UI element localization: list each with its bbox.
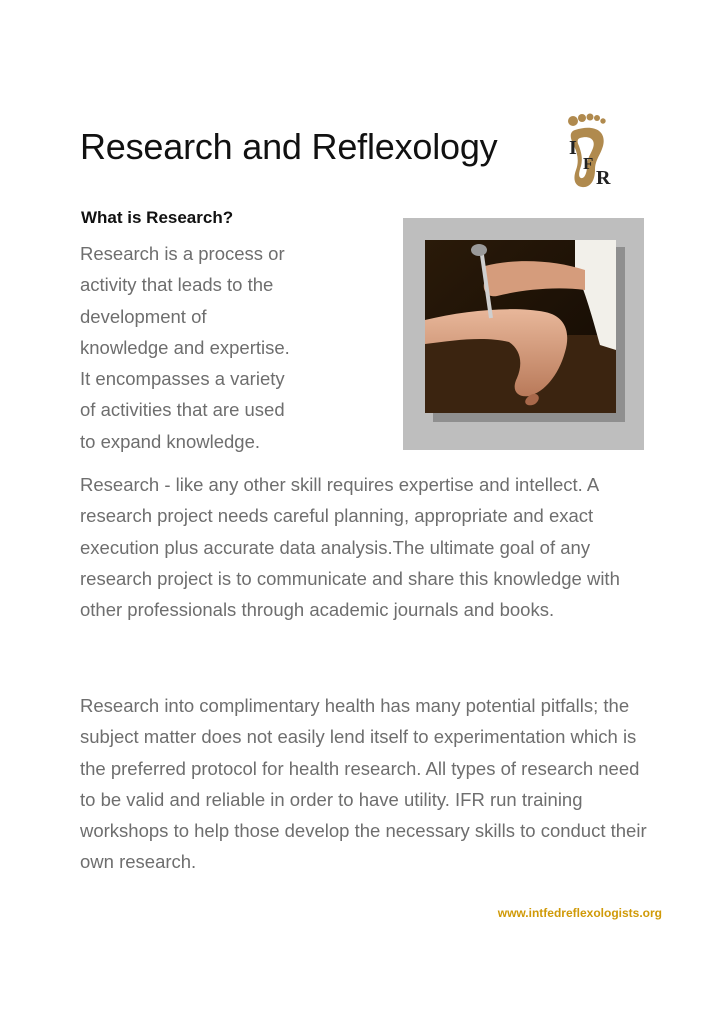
- footprint-logo-icon: [563, 112, 623, 192]
- logo-letter-r: R: [596, 167, 611, 189]
- page-title: Research and Reflexology: [80, 126, 498, 167]
- section-heading: What is Research?: [81, 208, 234, 227]
- paragraph-complementary-health: Research into complimentary health has many potential pitfalls; the subject matter does not easily lend itself to experimentation which is the preferred protocol for health research. All types of research need to be valid and reliable in order to have utility. IFR run training workshops to help those develop the necessary skills to conduct their own research.: [80, 695, 647, 873]
- website-link[interactable]: www.intfedreflexologists.org: [497, 906, 662, 920]
- ifr-logo: [563, 112, 623, 192]
- logo-letter-f: F: [583, 154, 594, 173]
- reflex-hammer-foot-photo: [425, 240, 616, 413]
- photo-frame: [403, 218, 644, 450]
- logo-letter-i: I: [569, 137, 577, 159]
- paragraph-research-skill: Research - like any other skill requires expertise and intellect. A research project needs careful planning, appropriate and exact execution plus accurate data analysis.The ultimate goal of any research project is to communicate and share this knowledge with other professionals through academic journals and books.: [80, 474, 620, 621]
- intro-text: Research is a process or activity that leads to the development of knowledge and expertise. It encompasses a variety of activities that are used to expand knowledge.: [80, 243, 290, 452]
